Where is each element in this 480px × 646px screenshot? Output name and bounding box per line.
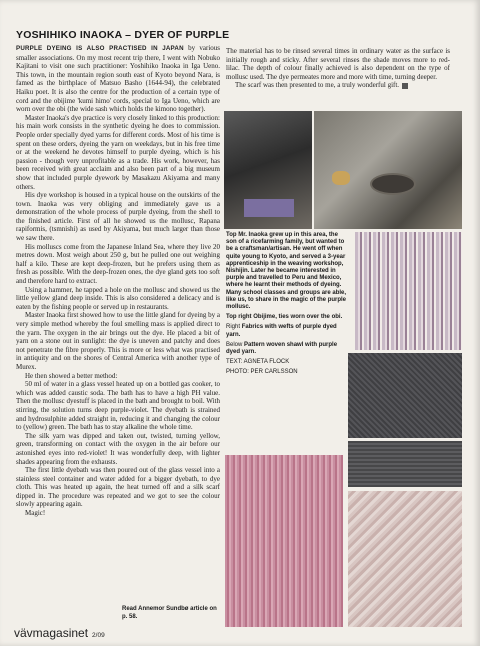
photo-fabric-purple-weft-2 (348, 441, 462, 487)
photo-captions (226, 232, 350, 377)
photo-dye-gland (314, 111, 462, 229)
photo-obijime-cords (355, 232, 462, 350)
paragraph-6: Master Inaoka first showed how to use the little gland for dyeing by a very simple method whereby the foul smelling mass is applied direct to the yarn. The oxygen in the air brings out the dye. He placed a bit of yarn on a stone out in sunlight: the dye is uneven and patchy and does not penetrate the fibre properly. This is more or less what was practised in antiquity and on the shores of Central America with another type of Murex. (16, 311, 220, 371)
paragraph-8: 50 ml of water in a glass vessel heated up on a bottled gas cooker, to which was added caustic soda. The bath has to have a high PH value. Then the mollusc dyestuff is placed in the bath and brought to boil. With stirring, the solution turns deep purple-violet. The dyebath is strained and hydrosulphite added straight in, reducing it and changing the colour to (yellow) green. The bath has to stay alkaline the whole time. (16, 380, 220, 432)
article-column-2 (226, 47, 450, 107)
paragraph-5: Using a hammer, he tapped a hole on the mollusc and showed us the little yellow gland deep inside. This is also considered a delicacy and is eaten by the fishing people or served up in restaurants. (16, 285, 220, 311)
photo-inaoka-at-work (224, 111, 312, 229)
article-column-1 (16, 44, 220, 604)
paragraph-2: Master Inaoka's dye practice is very closely linked to this production: his main work consists in the synthetic dyeing he does to commission. People order specially dyed yarns for different cords. Most of his time is spent on these orders, dyeing the yarn on weekdays, but in his free time or at the weekend he devotes himself to purple dyeing, which is his passion - though very unprofitable as a trade. His work, however, has been received with great acclaim and also been part of a big museum show that included purple dyework by Masakazu Akiyama and many others. (16, 113, 220, 191)
caption-below: Below Pattern woven shawl with purple dyed yarn. (226, 341, 338, 356)
dye-bowl-shape (370, 173, 416, 195)
issue-number: 2/09 (92, 632, 105, 639)
mollusc-shell-shape (332, 171, 350, 185)
paragraph-1: PURPLE DYEING IS ALSO PRACTISED IN JAPAN by various smaller associations. On my most recent trip there, I went with Nobuko Kajitani to visit one such practitioner: Yoshihiko Inaoka in Iga Ueno. This town, in the mountain region south east of Kyoto beyond Nara, is famed as the birthplace of Matsuo Basho (1644-94), the celebrated Haiku poet. It is also the centre for the production of a certain type of cord and the obijime 'kumi himo' cords, special to Iga Ueno, which are worn over the obi (the wide sash which holds the kimono together). (16, 44, 220, 114)
paragraph-11: Magic! (25, 509, 46, 518)
paragraph-4: His molluscs come from the Japanese Inland Sea, where they live 20 metres down. Most weigh about 250 g, but he pulled one out weighing half a kilo. These are kept deep-frozen, but he prefers using them as fresh as possible. With the deep-frozen ones, the dye gland gets too soft and therefore hard to extract. (16, 242, 220, 286)
photo-fabric-purple-weft-1 (348, 353, 462, 438)
page-footer (14, 626, 105, 640)
read-more-note: Read Annemor Sundbø article on p. 58. (122, 606, 217, 620)
caption-top-right: Top right Obijime, ties worn over the obi. (226, 314, 343, 321)
end-mark-icon (402, 83, 408, 89)
paragraph-13: The scarf was then presented to me, a truly wonderful gift. (226, 81, 450, 90)
photo-credit: PHOTO: PER CARLSSON (226, 369, 298, 376)
magazine-name: vävmagasinet (14, 626, 89, 640)
lead-in: PURPLE DYEING IS ALSO PRACTISED IN JAPAN (16, 45, 184, 52)
paragraph-12: The material has to be rinsed several times in ordinary water as the surface is initially rough and sticky. After several rinses the shade moves more to red-lilac. The depth of colour finally achieved is also dependent on the type of mollusc used. The dye permeates more and more with time, turning deeper. (226, 47, 450, 81)
text-credit: TEXT: AGNETA FLOCK (226, 359, 290, 366)
paragraph-3: His dye workshop is housed in a typical house on the outskirts of the town. Inaoka was very obliging and immediately gave us a demonstration of the whole process of purple dyeing, from the shell to the finished article. First of all he showed us the mollusc, Rapana rapiformis, (tsmnishi) as used by Akiyama, but much larger than those we saw there. (16, 191, 220, 243)
photo-fabric-detail (348, 491, 462, 627)
article-title: YOSHIHIKO INAOKA – DYER OF PURPLE (16, 29, 230, 41)
photo-pattern-woven-shawl (225, 455, 343, 627)
caption-top: Top Mr. Inaoka grew up in this area, the son of a ricefarming family, but wanted to be a craftsman/artisan. He went off when quite young to Kyoto, and served a 3-year apprenticeship in the weaving workshop, Nishijin. Later he became interested in purple and travelled to Peru and Mexico, where he learnt their methods of dyeing. Many school classes and groups are able, like us, to share in the magic of the purple mollusc. (226, 232, 347, 311)
paragraph-9: The silk yarn was dipped and taken out, twisted, turning yellow, green, transforming on contact with the oxygen in the air before our astonished eyes into red-violet! It was wonderfully deep, with lighter shades appearing from the exhausts. (16, 431, 220, 466)
caption-right: Right Fabrics with wefts of purple dyed yarn. (226, 324, 337, 338)
paragraph-7: He then showed a better method: (25, 371, 118, 380)
paragraph-10: The first little dyebath was then poured out of the glass vessel into a stainless steel container and water added for a bigger dyebath, to dye cloth. This was heated up again, the heat turned off and a silk scarf dipped in. The procedure was repeated and we got to see the colour slowly appearing again. (16, 466, 220, 509)
dye-pad-shape (244, 199, 294, 217)
